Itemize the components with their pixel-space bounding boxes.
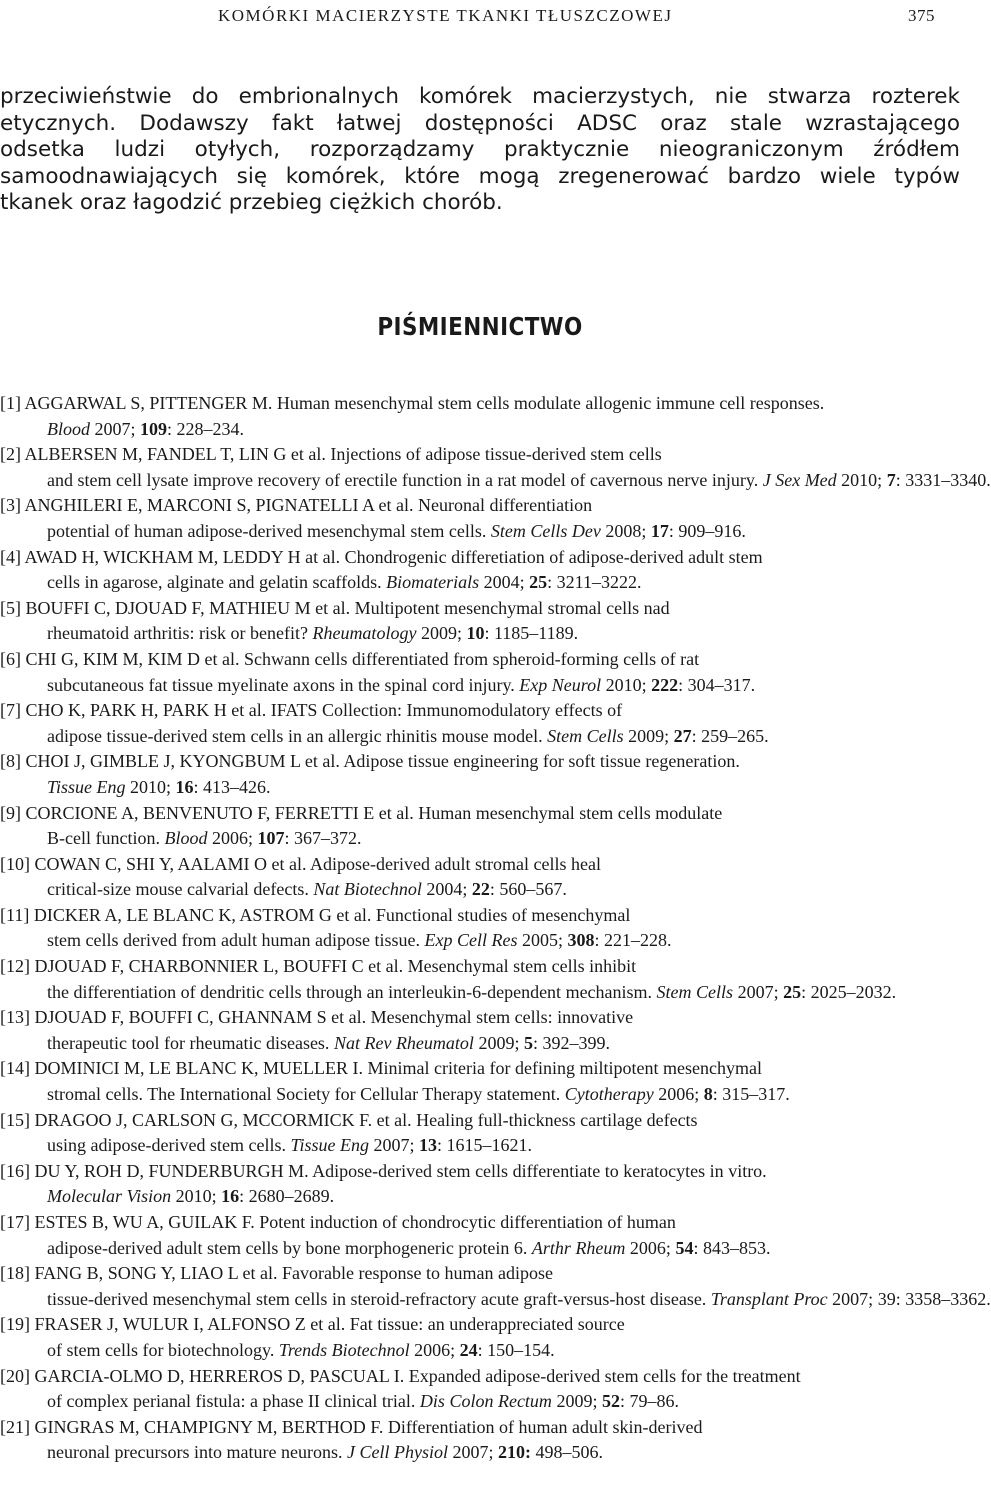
reference-item: [16] DU Y, ROH D, FUNDERBURGH M. Adipose-derived stem cells differentiate to keratocytes in vitro. Molecular Vision 2010; 16: 2680–2689. (0, 1160, 767, 1207)
reference-item: [8] CHOI J, GIMBLE J, KYONGBUM L et al. Adipose tissue engineering for soft tissue regeneration. Tissue Eng 2010; 16: 413–426. (0, 751, 740, 797)
reference-volume: 7 (886, 469, 896, 490)
reference-item: [21] GINGRAS M, CHAMPIGNY M, BERTHOD F. Differentiation of human adult skin-derived neuronal precursors into mature neurons. J Cell Physiol 2007; 210: 498–506. (0, 1416, 703, 1463)
reference-pages: : 315–317. (712, 1084, 790, 1105)
reference-volume: 25 (529, 572, 548, 593)
reference-item: [12] DJOUAD F, CHARBONNIER L, BOUFFI C et al. Mesenchymal stem cells inhibit the differentiation of dendritic cells through an interleukin-6-dependent mechanism. Stem Cells 2007; 25: 2025–2032. (0, 956, 897, 1002)
body-line: tkanek oraz łagodzić przebieg ciężkich chorób. (0, 190, 503, 216)
reference-pages: : 560–567. (489, 879, 567, 900)
reference-pages: : 367–372. (284, 828, 362, 849)
reference-pages: : 843–853. (693, 1237, 771, 1258)
running-title: KOMÓRKI MACIERZYSTE TKANKI TŁUSZCZOWEJ (218, 6, 673, 25)
reference-volume: 210: (497, 1442, 531, 1463)
reference-volume: 16 (175, 776, 194, 797)
reference-pages: 498–506. (530, 1442, 603, 1463)
section-heading: PIŚMIENNICTWO (377, 312, 583, 341)
reference-volume: 308 (567, 930, 595, 951)
reference-pages: : 2025–2032. (801, 981, 897, 1002)
reference-volume: 54 (675, 1237, 694, 1258)
reference-item: [17] ESTES B, WU A, GUILAK F. Potent induction of chondrocytic differentiation of human adipose-derived adult stem cells by bone morphogeneric protein 6. Arthr Rheum 2006; 54: 843–853. (0, 1212, 771, 1258)
reference-pages: : 3211–3222. (547, 572, 642, 593)
reference-item: [13] DJOUAD F, BOUFFI C, GHANNAM S et al. Mesenchymal stem cells: innovative therapeutic tool for rheumatic diseases. Nat Rev Rheumatol 2009; 5: 392–399. (0, 1007, 634, 1053)
running-header (0, 4, 960, 30)
reference-volume: 25 (783, 981, 802, 1002)
body-line: przeciwieństwie do embrionalnych komórek macierzystych, nie stwarza rozterek (0, 84, 960, 109)
reference-volume: 16 (221, 1186, 240, 1207)
reference-item: [11] DICKER A, LE BLANC K, ASTROM G et al. Functional studies of mesenchymal stem cells derived from adult human adipose tissue. Exp Cell Res 2005; 308: 221–228. (0, 904, 672, 951)
reference-pages: : 3331–3340. (895, 469, 991, 490)
reference-volume: 27 (673, 725, 692, 746)
body-paragraph (0, 84, 960, 217)
reference-pages: : 413–426. (193, 776, 271, 797)
reference-volume: 8 (703, 1084, 713, 1105)
reference-item: [10] COWAN C, SHI Y, AALAMI O et al. Adipose-derived adult stromal cells heal critical-size mouse calvarial defects. Nat Biotechnol 2004; 22: 560–567. (0, 853, 601, 900)
reference-pages: : 228–234. (167, 418, 245, 439)
body-line: samoodnawiających się komórek, które mogą zregenerować bardzo wiele typów (0, 163, 960, 189)
reference-item: [6] CHI G, KIM M, KIM D et al. Schwann cells differentiated from spheroid-forming cells of rat subcutaneous fat tissue myelinate axons in the spinal cord injury. Exp Neurol 2010; 222: 304–317. (0, 648, 756, 695)
page-number: 375 (908, 6, 935, 25)
reference-volume: 109 (140, 418, 168, 439)
reference-pages: : 304–317. (678, 674, 756, 695)
reference-volume: 10 (466, 623, 485, 644)
reference-pages: : 79–86. (619, 1391, 679, 1412)
reference-pages: : 909–916. (668, 520, 746, 541)
reference-pages: : 259–265. (691, 725, 769, 746)
reference-volume: 107 (257, 828, 285, 849)
reference-item: [7] CHO K, PARK H, PARK H et al. IFATS Collection: Immunomodulatory effects of adipose tissue-derived stem cells in an allergic rhinitis mouse model. Stem Cells 2009; 27: 259–265. (0, 700, 769, 746)
reference-item: [3] ANGHILERI E, MARCONI S, PIGNATELLI A et al. Neuronal differentiation potential of human adipose-derived mesenchymal stem cells. Stem Cells Dev 2008; 17: 909–916. (0, 495, 746, 541)
reference-pages: : 2680–2689. (239, 1186, 335, 1207)
reference-item: [2] ALBERSEN M, FANDEL T, LIN G et al. Injections of adipose tissue-derived stem cells and stem cell lysate improve recovery of erectile function in a rat model of cavernous nerve injury. J Sex Med 2010; 7: 3331–3340. (0, 444, 991, 490)
reference-pages: : 221–228. (594, 930, 672, 951)
reference-volume: 24 (459, 1339, 478, 1360)
reference-pages: : 1615–1621. (437, 1135, 533, 1156)
reference-volume: 13 (419, 1135, 438, 1156)
reference-item: [1] AGGARWAL S, PITTENGER M. Human mesenchymal stem cells modulate allogenic immune cell responses. Blood 2007; 109: 228–234. (0, 393, 825, 439)
reference-item: [20] GARCIA-OLMO D, HERREROS D, PASCUAL I. Expanded adipose-derived stem cells for the treatment of complex perianal fistula: a phase II clinical trial. Dis Colon Rectum 2009; 52: 79–86. (0, 1365, 801, 1412)
reference-list (0, 391, 991, 1466)
reference-item: [15] DRAGOO J, CARLSON G, MCCORMICK F. et al. Healing full-thickness cartilage defects using adipose-derived stem cells. Tissue Eng 2007; 13: 1615–1621. (0, 1109, 698, 1156)
reference-volume: 22 (471, 879, 490, 900)
reference-item: [5] BOUFFI C, DJOUAD F, MATHIEU M et al. Multipotent mesenchymal stromal cells nad rheumatoid arthritis: risk or benefit? Rheumatology 2009; 10: 1185–1189. (0, 597, 670, 644)
reference-volume: 17 (650, 520, 669, 541)
reference-volume: 52 (601, 1391, 620, 1412)
reference-pages: : 1185–1189. (484, 623, 579, 644)
reference-item: [19] FRASER J, WULUR I, ALFONSO Z et al. Fat tissue: an underappreciated source of stem cells for biotechnology. Trends Biotechnol 2006; 24: 150–154. (0, 1314, 625, 1360)
reference-pages: : 150–154. (477, 1339, 555, 1360)
reference-volume: 5 (523, 1032, 533, 1053)
reference-item: [9] CORCIONE A, BENVENUTO F, FERRETTI E et al. Human mesenchymal stem cells modulate B-cell function. Blood 2006; 107: 367–372. (0, 802, 723, 849)
reference-item: [18] FANG B, SONG Y, LIAO L et al. Favorable response to human adipose tissue-derived mesenchymal stem cells in steroid-refractory acute graft-versus-host disease. Transplant Proc 2007; 39: 3358–3362. (0, 1263, 991, 1309)
body-line: etycznych. Dodawszy fakt łatwej dostępności ADSC oraz stale wzrastającego (0, 110, 960, 136)
reference-volume: 222 (651, 674, 679, 695)
body-line: odsetka ludzi otyłych, rozporządzamy praktycznie nieograniczonym źródłem (0, 137, 960, 163)
reference-pages: : 392–399. (532, 1032, 610, 1053)
reference-item: [4] AWAD H, WICKHAM M, LEDDY H at al. Chondrogenic differetiation of adipose-derived adult stem cells in agarose, alginate and gelatin scaffolds. Biomaterials 2004; 25: 3211–3222. (0, 546, 763, 593)
reference-item: [14] DOMINICI M, LE BLANC K, MUELLER I. Minimal criteria for defining miltipotent mesenchymal stromal cells. The International Society for Cellular Therapy statement. Cytotherapy 2006; 8: 315–317. (0, 1058, 790, 1105)
